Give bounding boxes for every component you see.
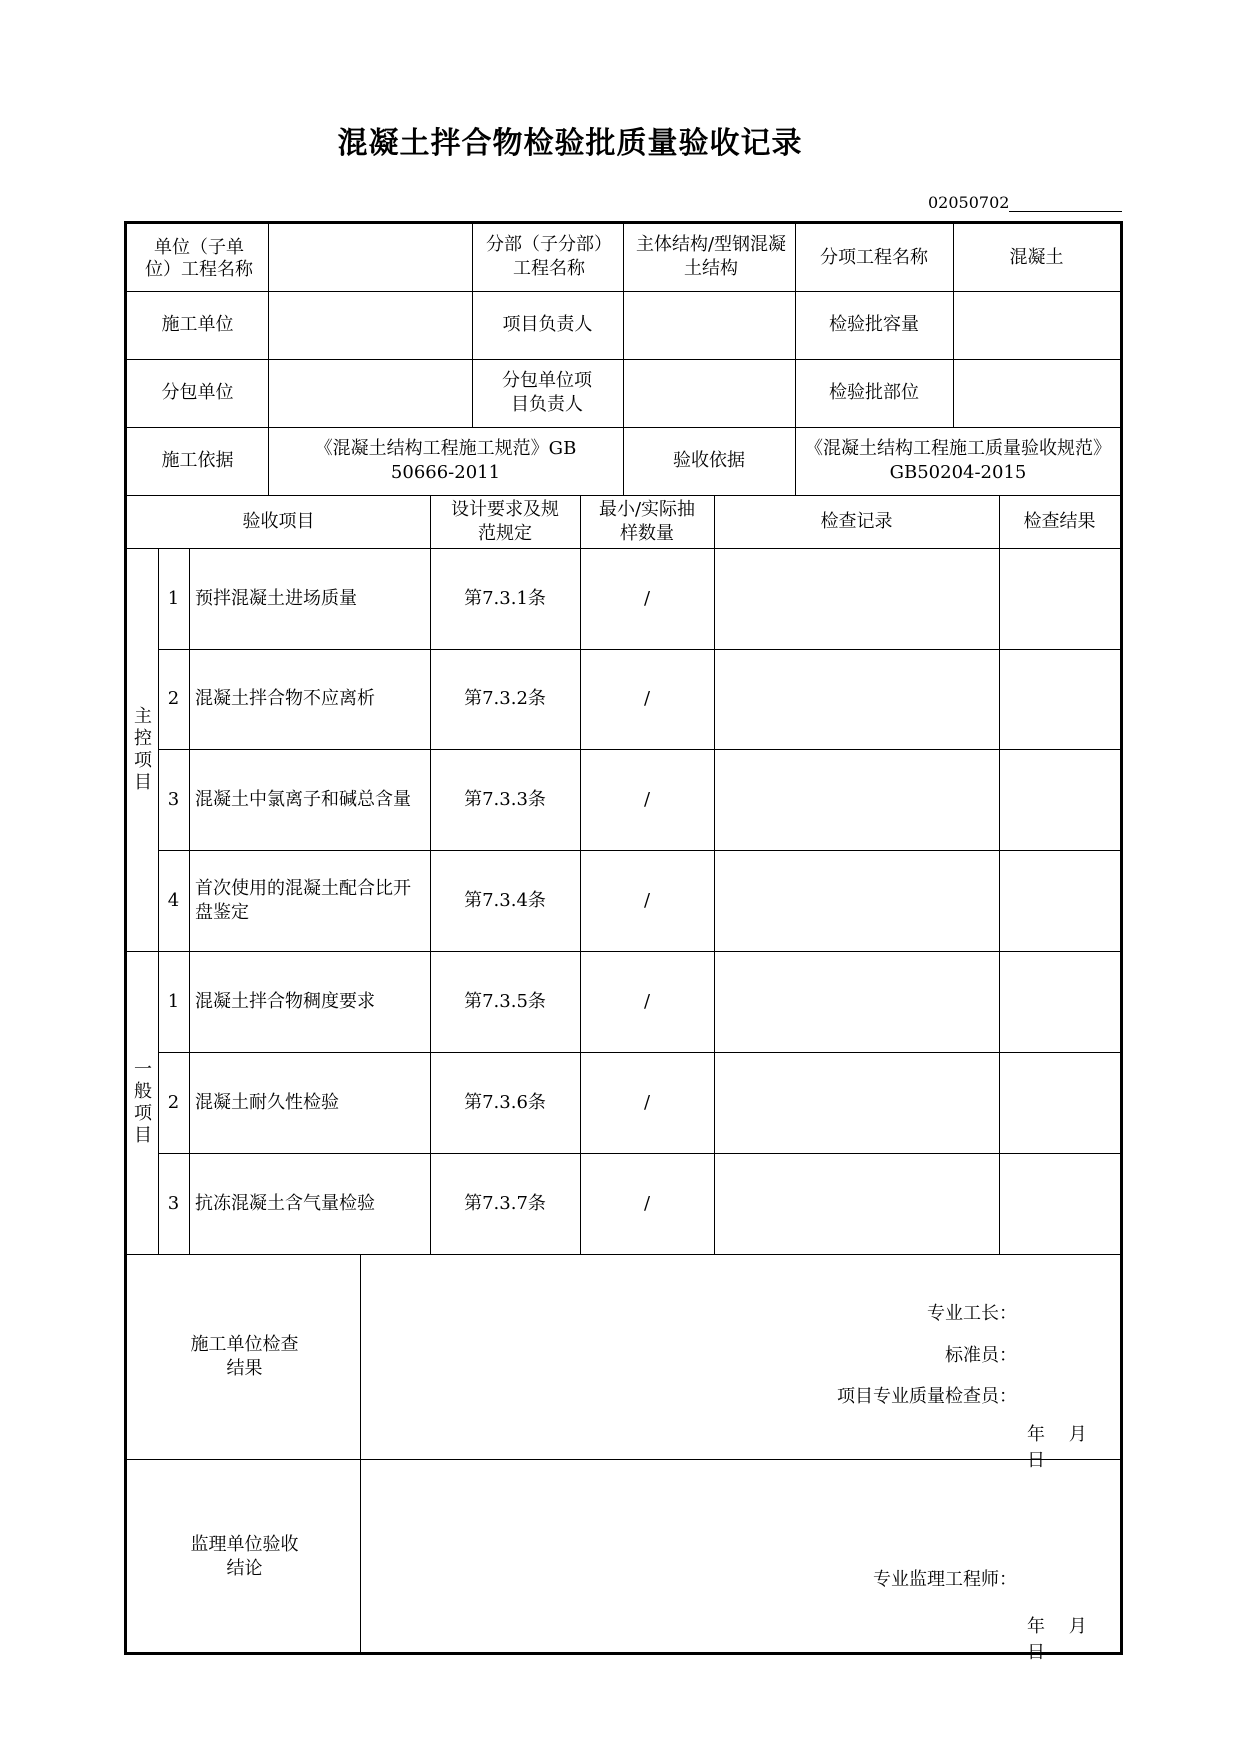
clause-ref: 第7.3.6条 [464,1091,546,1113]
sampling-value: / [643,1192,651,1214]
construction-unit-label: 施工单位 [161,314,234,335]
supervising-engineer-label: 专业监理工程师： [873,1569,1017,1590]
sampling-value: / [643,889,651,911]
col-divider [268,224,269,495]
clause-ref: 第7.3.2条 [464,688,546,709]
row-number: 4 [167,889,180,911]
clause-ref: 第7.3.4条 [464,889,546,911]
main-control-label: 主控项目 [134,705,152,793]
subcontractor-manager-label: 分包单位项目负责人 [502,370,592,415]
construction-basis-label: 施工依据 [161,450,234,471]
construction-date: 年 月 日 [1027,1424,1087,1471]
col-divider [714,495,715,1254]
foreman-signature-label: 专业工长： [927,1303,1017,1324]
row-number: 3 [167,788,180,810]
sampling-value: / [643,587,651,609]
col-header-item: 验收项目 [242,510,315,532]
item-text: 混凝土拌合物不应离析 [195,688,375,709]
col-header-record: 检查记录 [820,510,893,532]
item-text: 抗冻混凝土含气量检验 [195,1192,375,1214]
acceptance-basis-label: 验收依据 [673,450,745,471]
doc-number: 02050702 [928,193,1010,212]
col-divider [360,1254,361,1655]
construction-basis-value: 《混凝土结构工程施工规范》GB 50666-2011 [314,438,577,483]
acceptance-basis-value: 《混凝土结构工程施工质量验收规范》GB50204-2015 [805,438,1111,483]
sampling-value: / [643,788,651,810]
row-number: 3 [167,1192,180,1214]
item-text: 预拌混凝土进场质量 [195,587,357,609]
batch-capacity-label: 检验批容量 [829,314,919,335]
item-text: 首次使用的混凝土配合比开盘鉴定 [195,877,411,923]
col-header-design: 设计要求及规范规定 [451,498,559,544]
clause-ref: 第7.3.1条 [464,587,546,609]
clause-ref: 第7.3.3条 [464,788,546,810]
item-text: 混凝土耐久性检验 [195,1091,339,1113]
doc-number-underline [1009,211,1122,212]
subcontractor-label: 分包单位 [161,382,234,403]
supervision-label: 监理单位验收结论 [190,1534,299,1579]
general-items-label: 一般项目 [134,1058,152,1146]
item-text: 混凝土中氯离子和碱总含量 [195,788,411,810]
standard-officer-label: 标准员： [945,1345,1017,1366]
item-text: 混凝土拌合物稠度要求 [195,990,375,1012]
row-number: 2 [167,688,180,709]
row-number: 2 [167,1091,180,1113]
clause-ref: 第7.3.7条 [464,1192,546,1214]
sampling-value: / [643,1091,651,1113]
batch-location-label: 检验批部位 [829,382,919,403]
sampling-value: / [643,688,651,709]
row-number: 1 [167,990,180,1012]
row-number: 1 [167,587,180,609]
col-header-result: 检查结果 [1023,510,1096,532]
col-divider [999,495,1000,1254]
sub-division-label: 分部（子分部）工程名称 [486,234,612,279]
page-title: 混凝土拌合物检验批质量验收记录 [337,126,803,161]
quality-inspector-label: 项目专业质量检查员： [837,1386,1017,1407]
sub-item-label: 分项工程名称 [820,246,928,268]
col-header-sampling: 最小/实际抽样数量 [598,498,696,544]
project-manager-label: 项目负责人 [502,314,593,335]
sampling-value: / [643,990,651,1012]
unit-project-label: 单位（子单位）工程名称 [145,237,253,280]
construction-check-label: 施工单位检查结果 [190,1333,299,1379]
supervision-date: 年 月 日 [1027,1616,1087,1663]
form-table [124,221,1123,1663]
sub-division-value: 主体结构/型钢混凝土结构 [635,234,787,279]
clause-ref: 第7.3.5条 [464,990,546,1012]
sub-item-value: 混凝土 [1009,246,1064,268]
